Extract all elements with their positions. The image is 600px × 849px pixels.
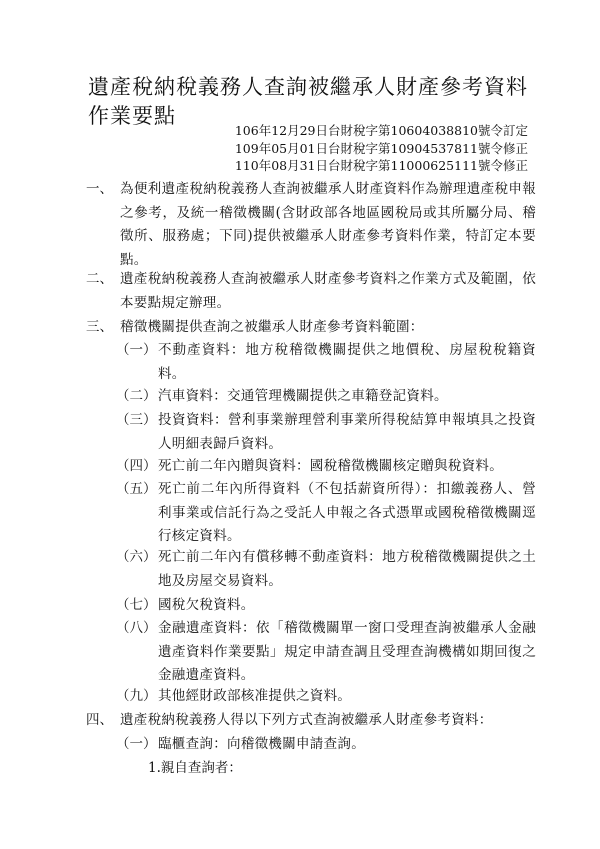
article-number: 三、 <box>86 319 113 335</box>
item-text: 不動產資料：地方稅稽徵機關提供之地價稅、房屋稅稅籍資料。 <box>158 342 536 382</box>
article-number: 二、 <box>86 271 113 287</box>
item-text: 死亡前二年內有償移轉不動產資料：地方稅稽徵機關提供之土地及房屋交易資料。 <box>158 549 536 589</box>
item-number: （九） <box>116 688 157 704</box>
article-text: 稽徵機關提供查詢之被繼承人財產參考資料範圍： <box>120 319 424 335</box>
article-3-item-2 <box>116 385 536 409</box>
article-3-item-3 <box>116 409 536 456</box>
article-4 <box>86 709 536 733</box>
article-4-point-1 <box>148 757 528 781</box>
point-text: 親自查詢者： <box>160 760 242 776</box>
article-3-item-5 <box>116 478 536 549</box>
item-text: 其他經財政部核准提供之資料。 <box>158 688 352 704</box>
article-number: 一、 <box>86 181 113 197</box>
article-number: 四、 <box>86 712 113 728</box>
article-3-item-1 <box>116 339 536 386</box>
item-number: （二） <box>116 388 157 404</box>
article-3-item-8 <box>116 617 536 688</box>
revision-history <box>235 122 528 175</box>
item-text: 死亡前二年內贈與資料：國稅稽徵機關核定贈與稅資料。 <box>158 458 503 474</box>
item-number: （五） <box>116 481 157 497</box>
item-number: （七） <box>116 597 157 613</box>
article-3-item-9 <box>116 685 536 709</box>
article-3-item-7 <box>116 594 536 618</box>
item-number: （六） <box>116 549 157 565</box>
item-number: （四） <box>116 458 157 474</box>
article-3-item-4 <box>116 455 536 479</box>
item-number: （三） <box>116 412 157 428</box>
item-text: 投資資料：營利事業辦理營利事業所得稅結算申報填具之投資人明細表歸戶資料。 <box>158 412 536 452</box>
article-text: 遺產稅納稅義務人得以下列方式查詢被繼承人財產參考資料： <box>120 712 493 728</box>
item-text: 金融遺產資料：依「稽徵機關單一窗口受理查詢被繼承人金融遺產資料作業要點」規定申請查調且受理查詢機構如期回復之金融遺產資料。 <box>158 620 536 683</box>
article-4-item-1 <box>116 733 536 757</box>
item-number: （一） <box>116 736 157 752</box>
article-3-item-6 <box>116 546 536 593</box>
article-3 <box>86 316 536 340</box>
revision-line: 110年08月31日台財稅字第11000625111號令修正 <box>234 158 528 173</box>
item-text: 死亡前二年內所得資料（不包括薪資所得）：扣繳義務人、營利事業或信託行為之受託人申報之各式憑單或國稅稽徵機關逕行核定資料。 <box>158 481 536 544</box>
point-number: 1. <box>148 760 161 776</box>
item-text: 臨櫃查詢：向稽徵機關申請查詢。 <box>158 736 365 752</box>
article-1 <box>86 178 536 272</box>
article-2 <box>86 268 536 315</box>
item-text: 汽車資料：交通管理機關提供之車籍登記資料。 <box>158 388 448 404</box>
article-text: 遺產稅納稅義務人查詢被繼承人財產參考資料之作業方式及範圍，依本要點規定辦理。 <box>120 271 536 311</box>
item-text: 國稅欠稅資料。 <box>158 597 255 613</box>
article-text: 為便利遺產稅納稅義務人查詢被繼承人財產資料作為辦理遺產稅申報之參考，及統一稽徵機關(含財政部各地區國稅局或其所屬分局、稽徵所、服務處；下同)提供被繼承人財產參考資料作業，特訂定本要點。 <box>120 181 536 268</box>
item-number: （一） <box>116 342 157 358</box>
revision-line: 109年05月01日台財稅字第10904537811號令修正 <box>234 140 528 156</box>
revision-line: 106年12月29日台財稅字第10604038810號令訂定 <box>234 123 528 138</box>
document-title: 遺產稅納稅義務人查詢被繼承人財產參考資料作業要點 <box>88 75 528 128</box>
item-number: （八） <box>116 620 157 636</box>
